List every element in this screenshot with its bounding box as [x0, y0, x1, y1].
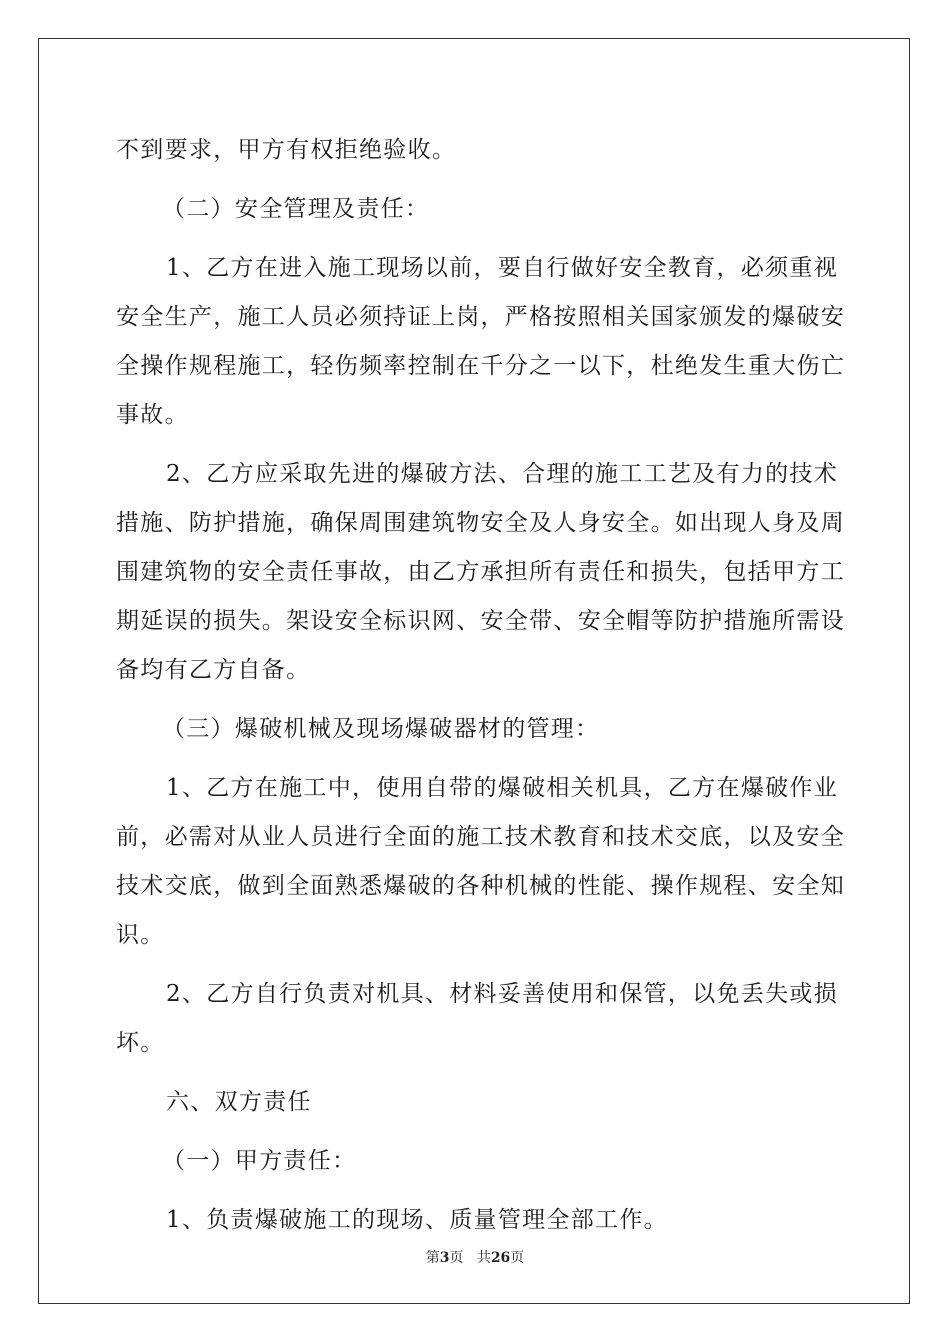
text-line: 围建筑物的安全责任事故，由乙方承担所有责任和损失，包括甲方工 [116, 559, 845, 585]
section-heading: （三）爆破机械及现场爆破器材的管理： [162, 716, 600, 742]
text-line: 备均有乙方自备。 [116, 657, 311, 683]
document-body [116, 126, 845, 1245]
footer-total-prefix: 共 [476, 1250, 491, 1266]
footer-prefix: 第 [425, 1250, 440, 1266]
page-footer [0, 1247, 950, 1267]
text-line: 前，必需对从业人员进行全面的施工技术教育和技术交底，以及安全 [116, 824, 845, 850]
footer-total-suffix: 页 [510, 1250, 525, 1266]
text-line: 技术交底，做到全面熟悉爆破的各种机械的性能、操作规程、安全知 [116, 873, 845, 899]
section-heading: 六、双方责任 [166, 1089, 312, 1115]
section-heading: （二）安全管理及责任： [162, 196, 430, 222]
text-line: 1、乙方在进入施工现场以前，要自行做好安全教育，必须重视 [166, 255, 839, 281]
section-heading: （一）甲方责任： [162, 1148, 357, 1174]
text-line: 1、负责爆破施工的现场、质量管理全部工作。 [166, 1207, 668, 1233]
total-pages: 26 [490, 1250, 511, 1266]
text-line: 不到要求，甲方有权拒绝验收。 [116, 137, 457, 163]
text-line: 事故。 [116, 402, 189, 428]
text-line: 识。 [116, 922, 165, 948]
text-line: 安全生产，施工人员必须持证上岗，严格按照相关国家颁发的爆破安 [116, 304, 845, 330]
text-line: 全操作规程施工，轻伤频率控制在千分之一以下，杜绝发生重大伤亡 [116, 353, 845, 379]
footer-page-suffix: 页 [449, 1250, 464, 1266]
text-line: 1、乙方在施工中，使用自带的爆破相关机具，乙方在爆破作业 [166, 775, 839, 801]
text-line: 2、乙方应采取先进的爆破方法、合理的施工工艺及有力的技术 [166, 461, 839, 487]
page-number: 3 [439, 1250, 450, 1266]
text-line: 措施、防护措施，确保周围建筑物安全及人身安全。如出现人身及周 [116, 510, 845, 536]
text-line: 坏。 [116, 1030, 165, 1056]
text-line: 2、乙方自行负责对机具、材料妥善使用和保管，以免丢失或损 [166, 981, 839, 1007]
text-line: 期延误的损失。架设安全标识网、安全带、安全帽等防护措施所需设 [116, 608, 845, 634]
